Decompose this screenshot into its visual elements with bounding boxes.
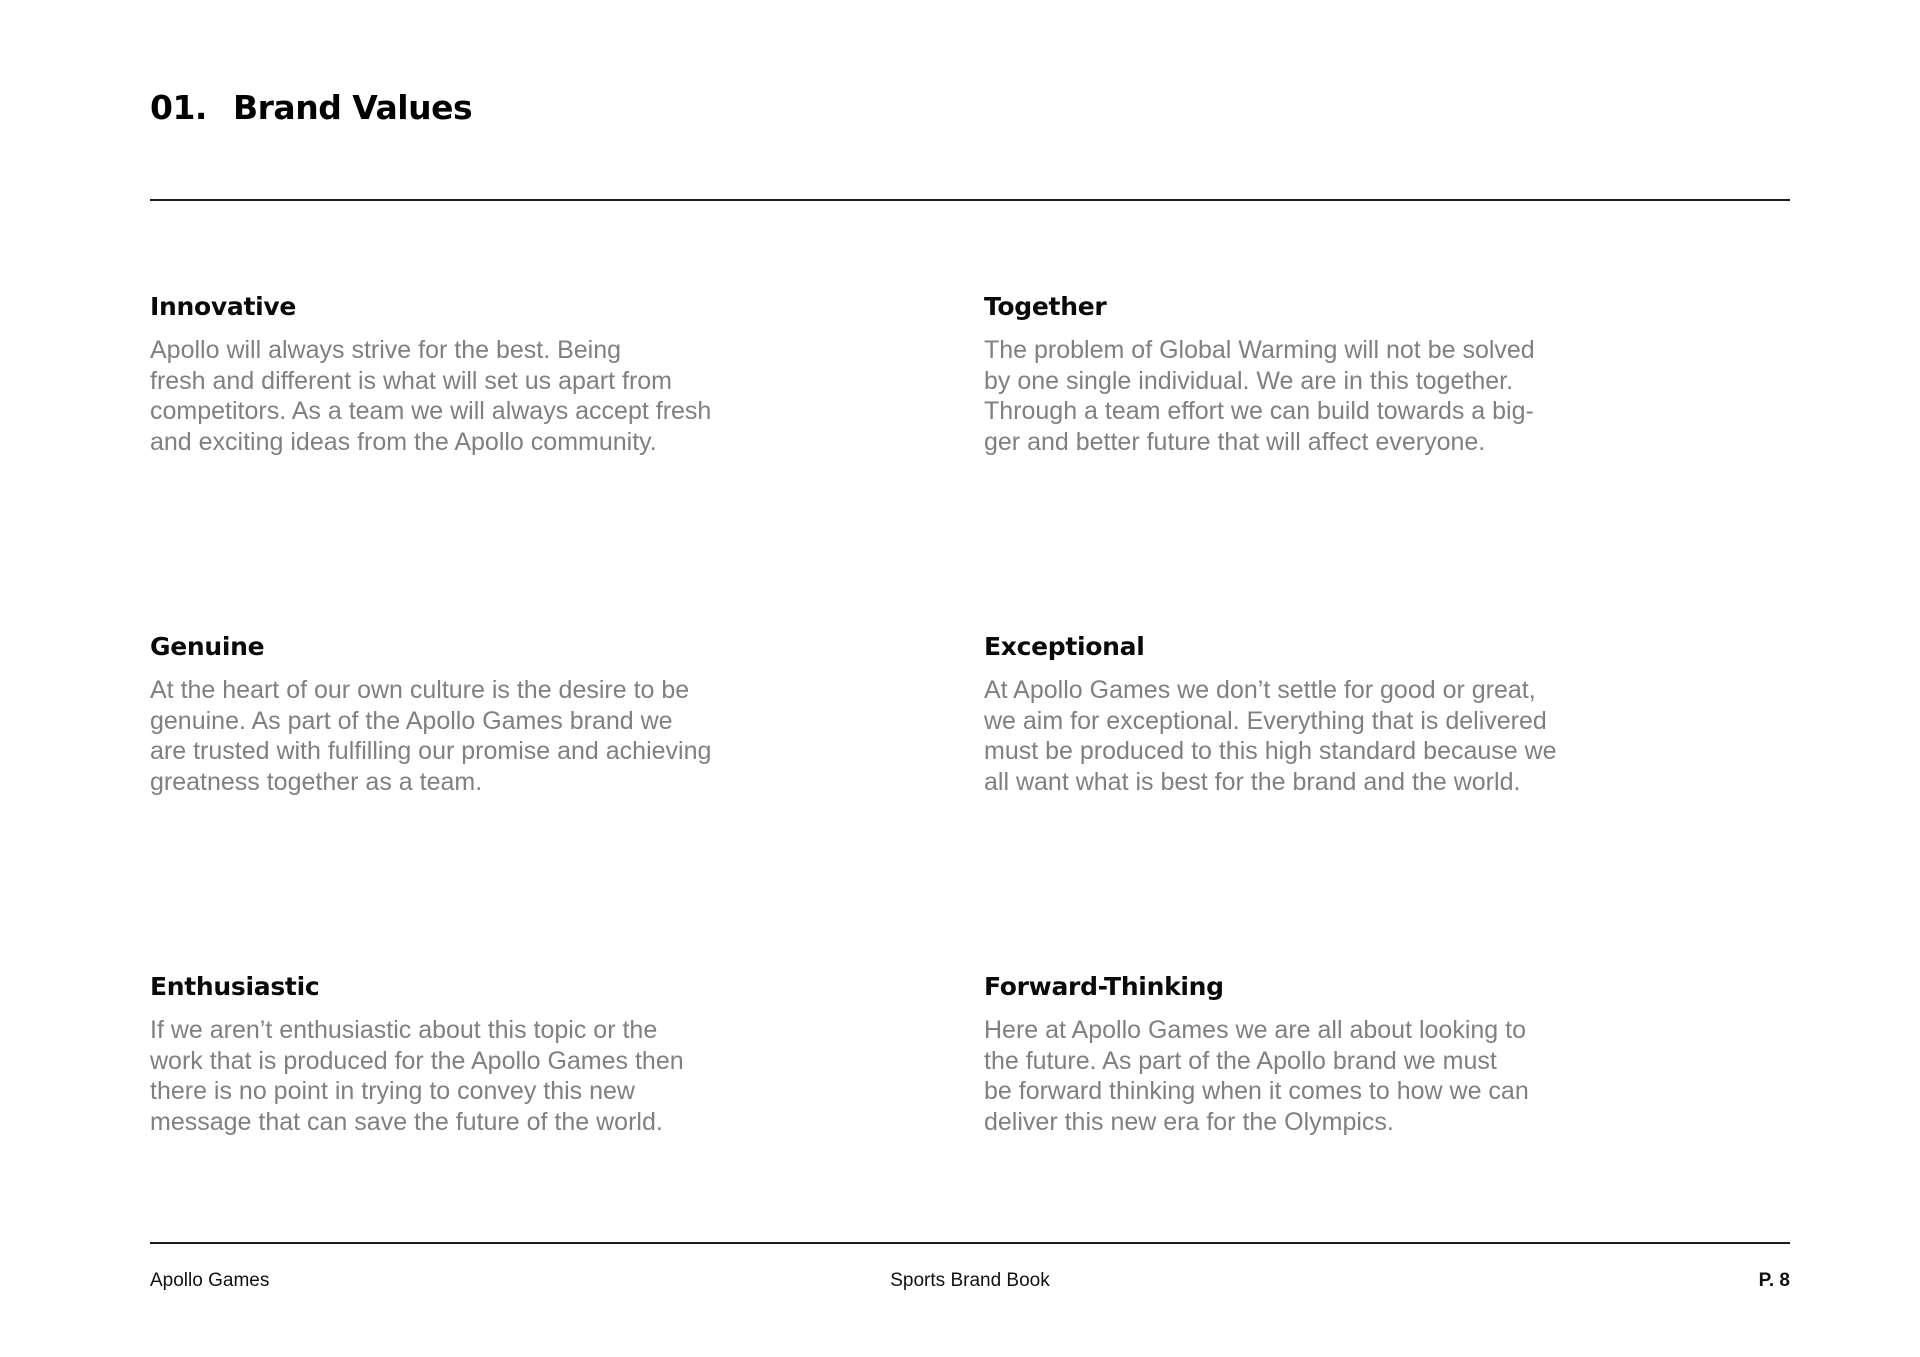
section-number: 01. — [150, 87, 207, 127]
footer-document-title: Sports Brand Book — [890, 1270, 1050, 1291]
value-block-together — [984, 290, 1584, 457]
footer-brand-name: Apollo Games — [150, 1270, 270, 1291]
value-description-line: At Apollo Games we don’t settle for good or great, — [984, 676, 1536, 704]
page-number: P. 8 — [1758, 1270, 1790, 1291]
value-description-line: If we aren’t enthusiastic about this topic or the — [150, 1016, 658, 1044]
value-description-line: the future. As part of the Apollo brand we must — [984, 1046, 1497, 1075]
page-title: Brand Values — [233, 87, 473, 127]
value-description-line: At the heart of our own culture is the desire to be — [150, 676, 690, 704]
value-description — [150, 1015, 750, 1137]
value-description-line: Here at Apollo Games we are all about looking to — [984, 1016, 1526, 1044]
value-description-line: there is no point in trying to convey this new — [150, 1077, 635, 1105]
value-description — [984, 675, 1584, 797]
value-description-line: by one single individual. We are in this together. — [984, 366, 1514, 395]
value-description — [984, 335, 1584, 457]
value-description-line: Through a team effort we can build towards a big- — [984, 397, 1534, 425]
value-description-line: be forward thinking when it comes to how we can — [984, 1077, 1529, 1105]
value-title: Genuine — [150, 632, 265, 661]
value-description — [150, 335, 750, 457]
value-block-innovative — [150, 290, 750, 457]
value-description-line: fresh and different is what will set us apart from — [150, 366, 672, 395]
value-block-exceptional — [984, 630, 1584, 797]
value-description-line: message that can save the future of the world. — [150, 1107, 663, 1136]
header-divider — [150, 199, 1790, 201]
value-description-line: we aim for exceptional. Everything that is delivered — [984, 706, 1547, 735]
value-title: Innovative — [150, 292, 297, 321]
value-description-line: competitors. As a team we will always accept fresh — [150, 397, 712, 425]
value-title: Forward-Thinking — [984, 972, 1224, 1001]
value-description-line: work that is produced for the Apollo Games then — [150, 1046, 684, 1075]
value-block-genuine — [150, 630, 750, 797]
value-title: Together — [984, 292, 1107, 321]
value-description-line: ger and better future that will affect everyone. — [984, 427, 1486, 456]
value-description-line: all want what is best for the brand and the world. — [984, 767, 1521, 796]
value-description-line: Apollo will always strive for the best. Being — [150, 336, 622, 364]
value-description-line: genuine. As part of the Apollo Games brand we — [150, 706, 673, 735]
value-description-line: and exciting ideas from the Apollo community. — [150, 427, 657, 456]
value-block-enthusiastic — [150, 970, 750, 1137]
value-title: Exceptional — [984, 632, 1145, 661]
value-block-forward-thinking — [984, 970, 1584, 1137]
value-title: Enthusiastic — [150, 972, 320, 1001]
value-description-line: The problem of Global Warming will not be solved — [984, 336, 1535, 364]
value-description-line: are trusted with fulfilling our promise and achieving — [150, 737, 712, 765]
value-description — [150, 675, 750, 797]
value-description-line: must be produced to this high standard because we — [984, 737, 1557, 765]
section-header — [150, 82, 472, 132]
footer-divider — [150, 1242, 1790, 1244]
value-description-line: greatness together as a team. — [150, 767, 483, 796]
value-description — [984, 1015, 1584, 1137]
value-description-line: deliver this new era for the Olympics. — [984, 1107, 1394, 1136]
